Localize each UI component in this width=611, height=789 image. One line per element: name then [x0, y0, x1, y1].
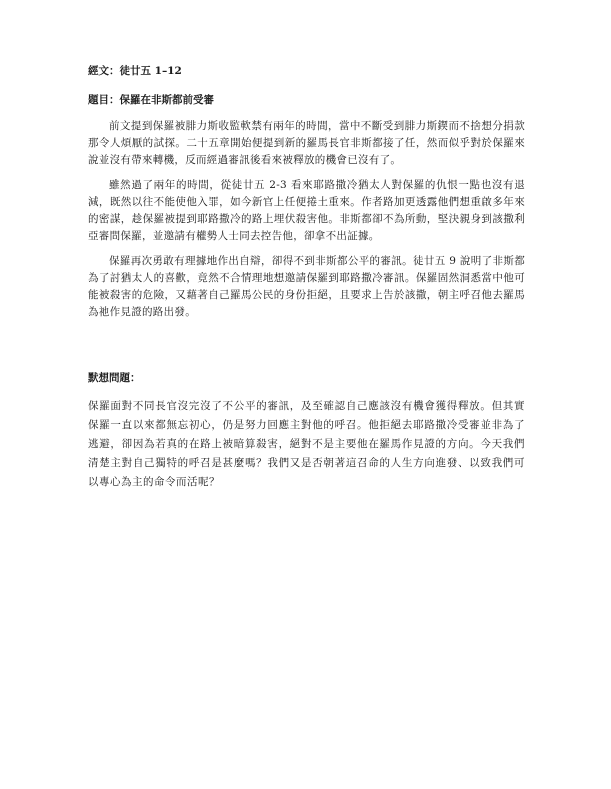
- meditation-text: 保羅面對不同長官沒完沒了不公平的審訊，及至確認自己應該沒有機會獲得釋放。但其實保羅一直以來都無忘初心，仍是努力回應主對他的呼召。他拒絕去耶路撒冷受審並非為了逃避，卻因為若真的在路上被暗算殺害，絕對不是主要他在羅馬作見證的方向。今天我們清楚主對自己獨特的呼召是甚麼嗎？我們又是否朝著這召命的人生方向進發、以致我們可以專心為主的命令而活呢？: [88, 400, 525, 488]
- scripture-reference: 經文：徒廿五 1–12: [88, 65, 182, 77]
- paragraph-3: 保羅再次勇敢有理據地作出自辯，卻得不到非斯都公平的審訊。徒廿五 9 說明了非斯都為了討猶太人的喜歡，竟然不合情理地想邀請保羅到耶路撒冷審訊。保羅固然洞悉當中他可能被殺害的危險，又藉著自己羅馬公民的身份拒絕，且要求上告於該撒，朝主呼召他去羅馬為祂作見證的路出發。: [88, 255, 525, 318]
- sermon-title: 題目：保羅在非斯都前受審: [88, 94, 214, 106]
- paragraph-2: 雖然過了兩年的時間，從徒廿五 2-3 看來耶路撒冷猶太人對保羅的仇恨一點也沒有退減，既然以往不能使他入罪，如今新官上任便捲土重來。作者路加更透露他們想重啟多年來的密謀，趁保羅被提到耶路撒冷的路上埋伏殺害他。非斯都卻不為所動，堅決親身到該撒利亞審問保羅，並邀請有權勢人士同去控告他，卻拿不出証據。: [88, 179, 525, 242]
- body-text: [88, 118, 525, 329]
- paragraph-1: 前文提到保羅被腓力斯收監軟禁有兩年的時間，當中不斷受到腓力斯鍥而不捨想分捐款那令人煩厭的試探。二十五章開始便提到新的羅馬長官非斯都接了任，然而似乎對於保羅來說並沒有帶來轉機，反而經過審訊後看來被釋放的機會已沒有了。: [88, 120, 525, 166]
- meditation-heading: 默想問題：: [88, 372, 141, 384]
